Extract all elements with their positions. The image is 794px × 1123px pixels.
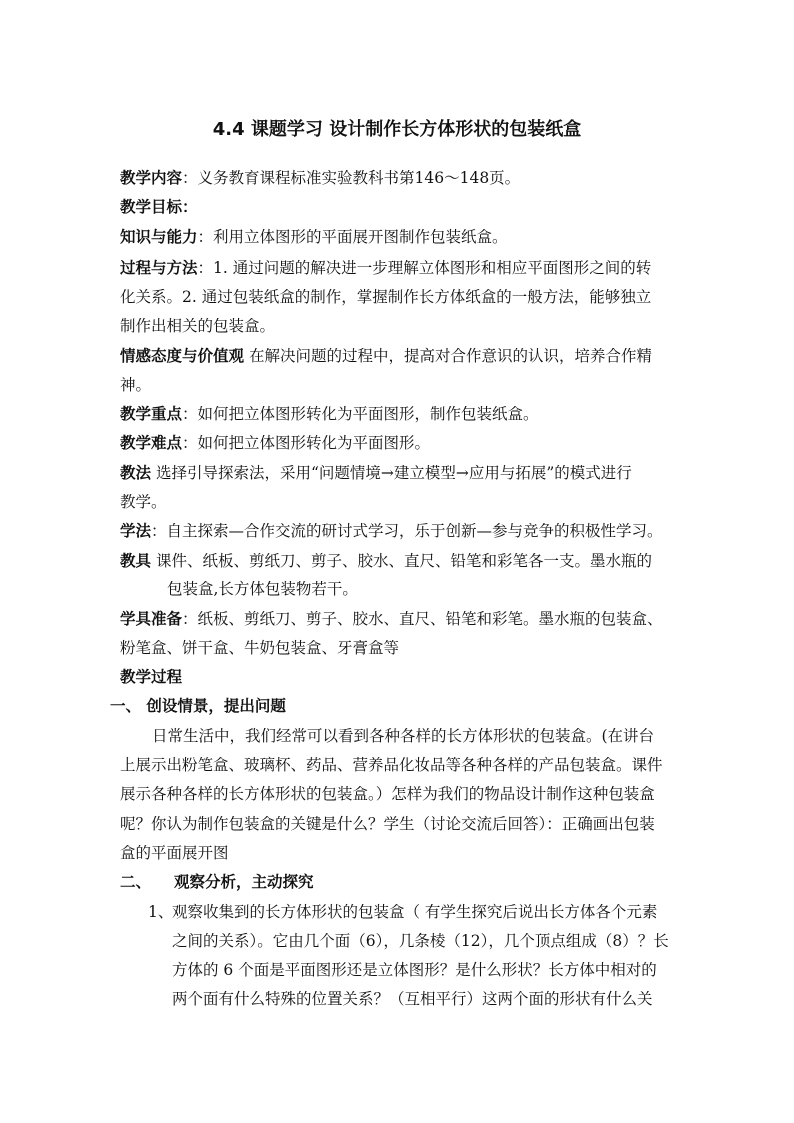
knowledge-ability-text: ：利用立体图形的平面展开图制作包装纸盒。 [197,228,508,246]
teaching-tools-text: 课件、纸板、剪纸刀、剪子、胶水、直尺、铅笔和彩笔各一支。墨水瓶的 [151,552,652,570]
teaching-tools-line-2: 包装盒,长方体包装物若干。 [167,580,358,598]
teaching-method-line [120,459,632,487]
section-1-para-line: 上展示出粉笔盒、玻璃杯、药品、营养品化妆品等各种各样的产品包装盒。课件 [120,756,663,774]
teaching-process-heading: 教学过程 [120,668,183,686]
teaching-key-label: 教学重点 [120,405,183,423]
knowledge-ability-line [120,223,508,251]
teaching-difficulty-text: ：如何把立体图形转化为平面图形。 [182,434,431,452]
learning-method-label: 学法 [120,522,152,540]
process-method-line-3: 制作出相关的包装盒。 [120,317,276,335]
emotion-attitude-line-2: 神。 [120,376,152,394]
goal-label: 教学目标 [120,198,183,216]
section-1-para-line: 盒的平面展开图 [120,844,229,862]
emotion-attitude-line [120,342,652,370]
section-2-item-line: 两个面有什么特殊的位置关系？（互相平行）这两个面的形状有什么关 [172,990,653,1008]
section-2-item-line: 之间的关系）。它由几个面（6），几条棱（12），几个顶点组成（8）？长 [172,932,669,950]
section-1-para-line: 日常生活中，我们经常可以看到各种各样的长方体形状的包装盒。(在讲台 [152,727,655,745]
page-title: 4.4 课题学习 设计制作长方体形状的包装纸盒 [212,119,582,140]
learning-tools-label: 学具准备 [120,610,183,628]
section-2-item-line: 方体的 6 个面是平面图形还是立体图形？是什么形状？长方体中相对的 [172,961,657,979]
section-1-para-line: 呢？你认为制作包装盒的关键是什么？学生（讨论交流后回答）：正确画出包装 [120,815,655,833]
section-2-item-line: 观察收集到的长方体形状的包装盒（ 有学生探究后说出长方体各个元素 [172,903,658,921]
content-line [120,164,520,192]
process-method-text: ：1. 通过问题的解决进一步理解立体图形和相应平面图形之间的转 [197,259,652,277]
teaching-method-text: 选择引导探索法，采用“问题情境→建立模型→应用与拓展”的模式进行 [151,464,632,482]
goal-colon: ： [182,198,198,216]
section-1-heading: 一、 创设情景，提出问题 [110,697,286,715]
process-method-line [120,254,651,282]
emotion-attitude-label: 情感态度与价值观 [120,347,245,365]
section-1-para-line: 展示各种各样的长方体形状的包装盒。）怎样为我们的物品设计制作这种包装盒 [120,785,655,803]
learning-tools-text: ：纸板、剪纸刀、剪子、胶水、直尺、铅笔和彩笔。墨水瓶的包装盒、 [182,610,663,628]
teaching-tools-line [120,547,652,575]
teaching-tools-label: 教具 [120,552,152,570]
learning-tools-line [120,605,663,633]
teaching-key-line [120,400,539,428]
teaching-key-text: ：如何把立体图形转化为平面图形，制作包装纸盒。 [182,405,539,423]
teaching-difficulty-line [120,429,430,457]
section-2-item-number: 1、 [148,903,174,921]
process-method-line-2: 化关系。2. 通过包装纸盒的制作，掌握制作长方体纸盒的一般方法，能够独立 [120,288,652,306]
section-2-heading: 观察分析，主动探究 [174,873,314,891]
learning-tools-line-2: 粉笔盒、饼干盒、牛奶包装盒、牙膏盒等 [120,639,400,657]
teaching-difficulty-label: 教学难点 [120,434,183,452]
learning-method-text: ：自主探索—合作交流的研讨式学习，乐于创新—参与竞争的积极性学习。 [151,522,663,540]
process-method-label: 过程与方法 [120,259,198,277]
knowledge-ability-label: 知识与能力 [120,228,198,246]
teaching-method-label: 教法 [120,464,152,482]
learning-method-line [120,517,663,545]
goal-line [120,193,198,221]
content-label: 教学内容 [120,169,183,187]
emotion-attitude-text: 在解决问题的过程中，提高对合作意识的认识，培养合作精 [244,347,652,365]
section-2-number: 二、 [120,873,152,891]
teaching-method-line-2: 教学。 [120,493,167,511]
content-text: ：义务教育课程标准实验教科书第146～148页。 [182,169,521,187]
